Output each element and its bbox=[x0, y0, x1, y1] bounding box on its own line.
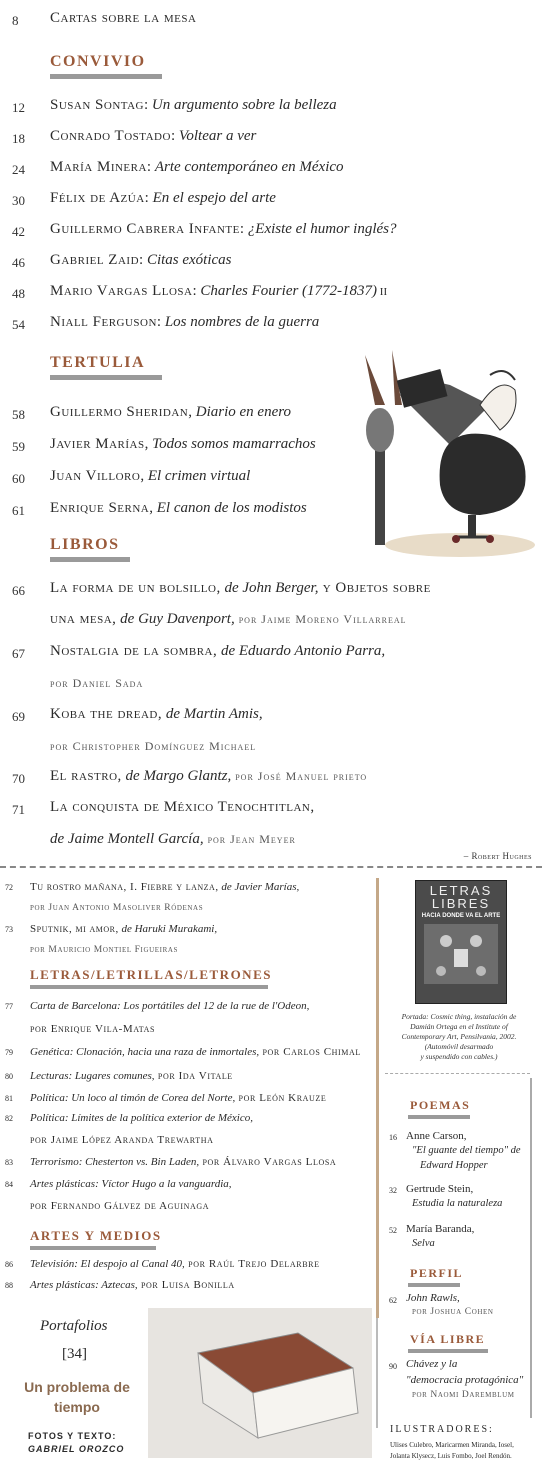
toc-entry-title: Terrorismo: Chesterton vs. Bin Laden, bbox=[30, 1156, 200, 1168]
page-number: 70 bbox=[12, 771, 25, 786]
toc-entry[interactable]: Javier Marías, Todos somos mamarrachos bbox=[50, 436, 316, 452]
page-number: 24 bbox=[12, 162, 25, 177]
section-underline bbox=[50, 74, 162, 79]
magazine-cover[interactable] bbox=[415, 880, 507, 1004]
column-divider bbox=[376, 878, 379, 1318]
portafolios-credit-label: FOTOS Y TEXTO: bbox=[28, 1431, 117, 1441]
via-libre-title[interactable]: Chávez y la bbox=[406, 1358, 458, 1370]
page-number: 77 bbox=[5, 1002, 13, 1011]
page-number: 58 bbox=[12, 407, 25, 422]
book-author: de Haruki Murakami, bbox=[118, 923, 218, 935]
toc-entry-title: Citas exóticas bbox=[146, 252, 232, 268]
toc-entry-author: por Ida Vitale bbox=[154, 1070, 233, 1082]
toc-entry-suffix: II bbox=[377, 286, 388, 298]
cover-caption-line: Damián Ortega en el Institute of bbox=[410, 1022, 508, 1031]
toc-entry-author: Enrique Serna bbox=[50, 500, 150, 516]
page-number: 16 bbox=[389, 1133, 397, 1142]
portafolios-title[interactable]: Un problema de tiempo bbox=[24, 1379, 130, 1415]
book-reviewer: por Jean Meyer bbox=[203, 832, 296, 846]
toc-entry-title: El crimen virtual bbox=[147, 468, 251, 484]
toc-entry[interactable]: Guillermo Cabrera Infante: ¿Existe el humor inglés? bbox=[50, 221, 397, 237]
page-number: 71 bbox=[12, 802, 25, 817]
page-number: 52 bbox=[389, 1226, 397, 1235]
toc-entry-continued[interactable] bbox=[50, 611, 407, 628]
portafolios-page: [34] bbox=[62, 1346, 87, 1362]
toc-entry-author: Conrado Tostado bbox=[50, 128, 171, 144]
section-underline bbox=[30, 985, 268, 989]
book-author: de Margo Glantz, bbox=[121, 768, 232, 784]
toc-entry-title: Diario en enero bbox=[195, 404, 292, 420]
toc-entry-author: por Carlos Chimal bbox=[259, 1046, 361, 1058]
page-number: 67 bbox=[12, 646, 25, 661]
toc-entry[interactable] bbox=[30, 881, 299, 893]
via-libre-by: por Naomi Daremblum bbox=[412, 1390, 515, 1400]
toc-entry[interactable] bbox=[30, 1092, 326, 1104]
toc-entry[interactable] bbox=[50, 799, 315, 816]
page-number: 83 bbox=[5, 1158, 13, 1167]
page-number: 82 bbox=[5, 1114, 13, 1123]
toc-entry-title: Voltear a ver bbox=[178, 128, 257, 144]
page-number: 73 bbox=[5, 925, 13, 934]
cover-caption-line: Portada: Cosmic thing, instalación de bbox=[401, 1012, 517, 1021]
section-underline bbox=[30, 1246, 156, 1250]
book-reviewer: por Daniel Sada bbox=[50, 676, 144, 690]
page-number: 18 bbox=[12, 131, 25, 146]
cover-caption-line: (Automóvil desarmado bbox=[424, 1042, 494, 1051]
cover-title-1: LETRAS bbox=[429, 883, 493, 898]
toc-entry-title: Lecturas: Lugares comunes, bbox=[30, 1070, 155, 1082]
book-reviewer: por Mauricio Montiel Figueiras bbox=[30, 945, 179, 955]
section-divider bbox=[0, 866, 542, 868]
cover-caption-line: Contemporary Art, Pensilvania, 2002. bbox=[401, 1032, 517, 1041]
toc-entry[interactable] bbox=[30, 1070, 233, 1082]
page-number: 88 bbox=[5, 1281, 13, 1290]
book-title: La forma de un bolsillo, bbox=[50, 580, 221, 596]
section-heading-poemas: POEMAS bbox=[410, 1098, 471, 1112]
book-author: de Javier Marías, bbox=[218, 881, 300, 893]
poem-title[interactable]: Estudia la naturaleza bbox=[412, 1198, 503, 1209]
toc-entry-title: Un argumento sobre la belleza bbox=[151, 97, 337, 113]
toc-entry-title: ¿Existe el humor inglés? bbox=[247, 221, 397, 237]
page-number: 46 bbox=[12, 255, 25, 270]
poem-author[interactable]: Gertrude Stein, bbox=[406, 1183, 474, 1195]
toc-entry-title: Charles Fourier (1772-1837) bbox=[200, 283, 378, 299]
toc-entry-title: Genética: Clonación, hacia una raza de inmortales, bbox=[30, 1046, 260, 1058]
toc-entry-title[interactable]: Cartas sobre la mesa bbox=[50, 10, 197, 26]
toc-entry-author: por Enrique Vila-Matas bbox=[30, 1023, 156, 1035]
perfil-author[interactable]: John Rawls, bbox=[406, 1292, 460, 1304]
toc-entry-author: por Luisa Bonilla bbox=[137, 1279, 235, 1291]
section-underline bbox=[408, 1115, 470, 1119]
ilustradores-line: Jolanta Klysecz, Luis Fombo, Joel Rendón. bbox=[390, 1452, 512, 1460]
book-reviewer: por Juan Antonio Masoliver Ródenas bbox=[30, 903, 204, 913]
ilustradores-heading: ILUSTRADORES: bbox=[390, 1424, 494, 1435]
toc-entry[interactable]: Gabriel Zaid: Citas exóticas bbox=[50, 252, 232, 268]
via-libre-title[interactable]: "democracia protagónica" bbox=[406, 1374, 524, 1386]
page-number: 8 bbox=[12, 13, 19, 28]
page-number: 59 bbox=[12, 439, 25, 454]
toc-entry-author: Niall Ferguson bbox=[50, 314, 157, 330]
page-number: 62 bbox=[389, 1296, 397, 1305]
toc-entry-title: Los nombres de la guerra bbox=[164, 314, 320, 330]
toc-entry-title: Arte contemporáneo en México bbox=[154, 159, 344, 175]
book-title: Nostalgia de la sombra, bbox=[50, 643, 218, 659]
book-title: El rastro, bbox=[50, 768, 122, 784]
toc-entry-title: Artes plásticas: Víctor Hugo a la vanguardia, bbox=[30, 1178, 232, 1190]
toc-entry[interactable]: Conrado Tostado: Voltear a ver bbox=[50, 128, 257, 144]
book-title: Tu rostro mañana, I. Fiebre y lanza, bbox=[30, 881, 219, 893]
toc-entry[interactable]: Mario Vargas Llosa: Charles Fourier (1772-1837) II bbox=[50, 283, 388, 299]
toc-entry[interactable] bbox=[50, 643, 385, 660]
page-number: 42 bbox=[12, 224, 25, 239]
book-title: La conquista de México Tenochtitlan, bbox=[50, 799, 315, 815]
toc-entry-author: Guillermo Cabrera Infante bbox=[50, 221, 240, 237]
toc-entry[interactable]: Félix de Azúa: En el espejo del arte bbox=[50, 190, 276, 206]
toc-entry-continued[interactable] bbox=[50, 831, 296, 848]
toc-entry[interactable] bbox=[30, 1000, 309, 1012]
book-author: de John Berger, bbox=[220, 580, 319, 596]
toc-entry-title: Todos somos mamarrachos bbox=[152, 436, 316, 452]
section-heading-letras: LETRAS/LETRILLAS/LETRONES bbox=[30, 967, 272, 982]
book-author: de Eduardo Antonio Parra, bbox=[217, 643, 386, 659]
toc-entry-author: Félix de Azúa bbox=[50, 190, 145, 206]
poem-author[interactable]: María Baranda, bbox=[406, 1223, 475, 1235]
section-underline bbox=[408, 1283, 460, 1287]
page-number: 72 bbox=[5, 883, 13, 892]
cover-title-2: LIBRES bbox=[431, 896, 491, 911]
book-author: de Martin Amis, bbox=[162, 706, 263, 722]
toc-entry[interactable] bbox=[50, 580, 431, 597]
page-number: 79 bbox=[5, 1048, 13, 1057]
illustration-credit: – Robert Hughes bbox=[463, 851, 532, 861]
book-reviewer: por Jaime Moreno Villarreal bbox=[234, 612, 407, 626]
book-title: Sputnik, mi amor, bbox=[30, 923, 119, 935]
book-author: de Jaime Montell García, bbox=[50, 831, 204, 847]
column-divider-right bbox=[530, 1078, 532, 1418]
toc-entry-author: por León Krauze bbox=[235, 1092, 327, 1104]
box-top-border bbox=[385, 1073, 530, 1074]
page-number: 80 bbox=[5, 1072, 13, 1081]
matchbox-photo bbox=[148, 1308, 372, 1458]
writer-armchair-illustration bbox=[340, 335, 540, 560]
page-number: 86 bbox=[5, 1260, 13, 1269]
perfil-by: por Joshua Cohen bbox=[412, 1307, 494, 1317]
column-divider bbox=[376, 1318, 378, 1428]
page-number: 32 bbox=[389, 1186, 397, 1195]
toc-entry[interactable] bbox=[50, 768, 367, 785]
book-extra: por José Manuel prieto bbox=[231, 769, 368, 783]
toc-entry-title: Política: Un loco al timón de Corea del Norte, bbox=[30, 1092, 236, 1104]
ilustradores-line: Ulises Culebro, Maricarmen Miranda, Iosel, bbox=[390, 1441, 514, 1449]
toc-entry-author: por Jaime López Aranda Trewartha bbox=[30, 1134, 214, 1146]
toc-entry-title: Política: Límites de la política exterior de México, bbox=[30, 1112, 253, 1124]
toc-entry-title: En el espejo del arte bbox=[152, 190, 276, 206]
page-number: 54 bbox=[12, 317, 25, 332]
toc-entry[interactable] bbox=[30, 1178, 232, 1190]
poem-author[interactable]: Anne Carson, bbox=[406, 1130, 467, 1142]
cover-artwork bbox=[416, 919, 506, 989]
page-number: 48 bbox=[12, 286, 25, 301]
section-heading-perfil: PERFIL bbox=[410, 1266, 464, 1280]
toc-entry-author: por Álvaro Vargas Llosa bbox=[199, 1156, 337, 1168]
toc-entry[interactable]: Enrique Serna, El canon de los modistos bbox=[50, 500, 307, 516]
section-heading-artes: ARTES Y MEDIOS bbox=[30, 1228, 162, 1243]
book-author: de Guy Davenport, bbox=[116, 611, 235, 627]
toc-entry[interactable] bbox=[50, 706, 263, 723]
book-title: una mesa, bbox=[50, 611, 117, 627]
toc-entry-author: Susan Sontag bbox=[50, 97, 144, 113]
poem-title[interactable]: "El guante del tiempo" de bbox=[412, 1145, 521, 1156]
toc-entry-author: María Minera bbox=[50, 159, 147, 175]
toc-entry-title: El canon de los modistos bbox=[156, 500, 307, 516]
page-number: 61 bbox=[12, 503, 25, 518]
poem-title[interactable]: Selva bbox=[412, 1238, 435, 1249]
page-number: 66 bbox=[12, 583, 25, 598]
toc-entry-author: Guillermo Sheridan bbox=[50, 404, 189, 420]
toc-entry[interactable] bbox=[30, 1046, 361, 1058]
toc-entry[interactable]: Juan Villoro, El crimen virtual bbox=[50, 468, 251, 484]
page-number: 60 bbox=[12, 471, 25, 486]
toc-entry-author: Javier Marías bbox=[50, 436, 145, 452]
toc-entry-title: Artes plásticas: Aztecas, bbox=[30, 1279, 138, 1291]
page-number: 90 bbox=[389, 1362, 397, 1371]
section-underline bbox=[50, 557, 130, 562]
toc-entry-author: por Raúl Trejo Delarbre bbox=[184, 1258, 320, 1270]
toc-entry[interactable]: María Minera: Arte contemporáneo en México bbox=[50, 159, 344, 175]
portafolios-credit-name: GABRIEL OROZCO bbox=[28, 1444, 125, 1454]
toc-entry-author: Gabriel Zaid bbox=[50, 252, 140, 268]
toc-entry-continued[interactable] bbox=[50, 675, 143, 692]
toc-entry-author: por Fernando Gálvez de Aguinaga bbox=[30, 1200, 210, 1212]
page-number: 69 bbox=[12, 709, 25, 724]
toc-entry[interactable] bbox=[30, 1156, 336, 1168]
toc-entry-title: Televisión: El despojo al Canal 40, bbox=[30, 1258, 185, 1270]
toc-entry[interactable] bbox=[30, 1112, 253, 1124]
toc-entry[interactable] bbox=[30, 923, 217, 935]
toc-entry[interactable]: Susan Sontag: Un argumento sobre la belleza bbox=[50, 97, 337, 113]
page-number: 30 bbox=[12, 193, 25, 208]
section-heading-via-libre: VÍA LIBRE bbox=[410, 1332, 486, 1346]
toc-entry-author: Mario Vargas Llosa bbox=[50, 283, 193, 299]
portafolios-photo[interactable] bbox=[148, 1308, 372, 1458]
book-title: Koba the dread, bbox=[50, 706, 163, 722]
portafolios-label: Portafolios bbox=[40, 1318, 108, 1334]
section-heading-tertulia: TERTULIA bbox=[50, 354, 146, 371]
section-underline bbox=[408, 1349, 488, 1353]
toc-entry-continued[interactable] bbox=[50, 738, 256, 755]
page-number: 12 bbox=[12, 100, 25, 115]
book-reviewer: por Christopher Domínguez Michael bbox=[50, 739, 257, 753]
cover-headline: HACIA DONDE VA EL ARTE bbox=[421, 913, 501, 919]
cover-caption-line: y suspendido con cables.) bbox=[420, 1052, 498, 1061]
toc-entry[interactable]: Niall Ferguson: Los nombres de la guerra bbox=[50, 314, 320, 330]
toc-entry[interactable] bbox=[30, 1258, 320, 1270]
toc-entry-author: Juan Villoro bbox=[50, 468, 141, 484]
section-heading-libros: LIBROS bbox=[50, 536, 120, 553]
section-heading-convivio: CONVIVIO bbox=[50, 53, 146, 70]
toc-entry[interactable]: Guillermo Sheridan, Diario en enero bbox=[50, 404, 292, 420]
page-number: 81 bbox=[5, 1094, 13, 1103]
page-number: 84 bbox=[5, 1180, 13, 1189]
book-extra: y Objetos sobre bbox=[318, 580, 431, 596]
toc-entry-title: Carta de Barcelona: Los portátiles del 12 de la rue de l'Odeon, bbox=[30, 1000, 310, 1012]
toc-entry[interactable] bbox=[30, 1279, 235, 1291]
poem-title[interactable]: Edward Hopper bbox=[420, 1160, 488, 1171]
section-underline bbox=[50, 375, 162, 380]
